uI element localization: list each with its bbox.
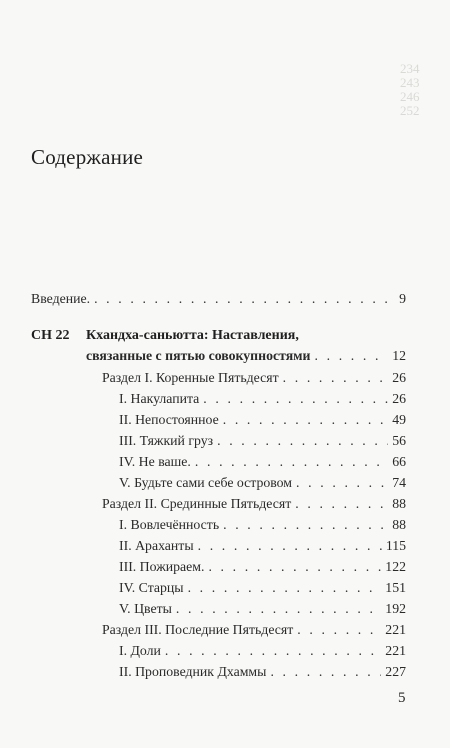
toc-entry-label: I. Накулапита (119, 391, 200, 406)
toc-subentry[interactable] (119, 558, 406, 578)
dot-leader (297, 621, 381, 639)
dot-leader (165, 642, 381, 660)
toc-subentry[interactable] (119, 663, 406, 683)
page-title: Содержание (31, 145, 144, 169)
toc-section-2[interactable] (102, 495, 406, 515)
toc-entry-label: Раздел III. Последние Пятьдесят (102, 622, 294, 637)
chapter-code: СН 22 (31, 328, 70, 343)
dot-leader (296, 474, 388, 492)
toc-entry-page: 12 (392, 348, 406, 363)
toc-entry-page: 221 (385, 622, 406, 637)
toc-entry-label: III. Пожираем. (119, 559, 205, 574)
toc-entry-page: 56 (392, 433, 406, 448)
toc-entry-page: 115 (385, 538, 406, 553)
toc-entry-label: Раздел I. Коренные Пятьдесят (102, 370, 279, 385)
toc-entry-label: I. Доли (119, 643, 161, 658)
toc-entry-page: 9 (399, 291, 406, 306)
toc-entry-page: 66 (392, 454, 406, 469)
toc-entry-label: II. Проповедник Дхаммы (119, 664, 267, 679)
toc-entry-label: II. Непостоянное (119, 412, 219, 427)
toc-entry-chapter[interactable] (86, 347, 406, 367)
show-through-top: 234 243 246 252 (400, 61, 420, 118)
dot-leader (208, 558, 381, 576)
toc-subentry[interactable] (119, 516, 406, 536)
dot-leader (195, 453, 388, 471)
toc-subentry[interactable] (119, 642, 406, 662)
toc-entry-page: 151 (385, 580, 406, 595)
chapter-title-line1[interactable]: Кхандха-саньютта: Наставления, (86, 328, 299, 343)
page-number: 5 (398, 690, 406, 706)
toc-entry-label: V. Будьте сами себе островом (119, 475, 293, 490)
toc-entry-label: I. Вовлечённость (119, 517, 220, 532)
toc-subentry[interactable] (119, 432, 406, 452)
toc-entry-page: 221 (385, 643, 406, 658)
toc-entry-page: 227 (385, 664, 406, 679)
dot-leader (270, 663, 381, 681)
dot-leader (217, 432, 388, 450)
toc-subentry[interactable] (119, 390, 406, 410)
toc-entry-label: IV. Старцы (119, 580, 184, 595)
toc-subentry[interactable] (119, 600, 406, 620)
toc-section-3[interactable] (102, 621, 406, 641)
toc-entry-page: 88 (392, 496, 406, 511)
toc-entry-page: 49 (392, 412, 406, 427)
dot-leader (176, 600, 381, 618)
toc-entry-intro[interactable] (31, 290, 406, 310)
dot-leader (94, 290, 395, 308)
dot-leader (203, 390, 388, 408)
toc-entry-page: 74 (392, 475, 406, 490)
dot-leader (315, 347, 389, 365)
toc-entry-label: II. Араханты (119, 538, 194, 553)
dot-leader (295, 495, 388, 513)
toc-entry-page: 192 (385, 601, 406, 616)
toc-section-1[interactable] (102, 369, 406, 389)
chapter-title-line2: связанные с пятью совокупностями (86, 348, 311, 363)
dot-leader (223, 411, 388, 429)
toc-entry-page: 88 (392, 517, 406, 532)
toc-subentry[interactable] (119, 453, 406, 473)
toc-subentry[interactable] (119, 579, 406, 599)
dot-leader (283, 369, 389, 387)
toc-entry-label: IV. Не ваше. (119, 454, 191, 469)
dot-leader (223, 516, 388, 534)
toc-entry-page: 26 (392, 370, 406, 385)
toc-entry-label: Раздел II. Срединные Пятьдесят (102, 496, 292, 511)
toc-entry-page: 122 (385, 559, 406, 574)
toc-subentry[interactable] (119, 411, 406, 431)
toc-subentry[interactable] (119, 474, 406, 494)
toc-entry-label: Введение. (31, 291, 91, 306)
dot-leader (198, 537, 382, 555)
toc-subentry[interactable] (119, 537, 406, 557)
dot-leader (188, 579, 382, 597)
toc-entry-page: 26 (392, 391, 406, 406)
toc-entry-label: V. Цветы (119, 601, 172, 616)
toc-entry-label: III. Тяжкий груз (119, 433, 214, 448)
